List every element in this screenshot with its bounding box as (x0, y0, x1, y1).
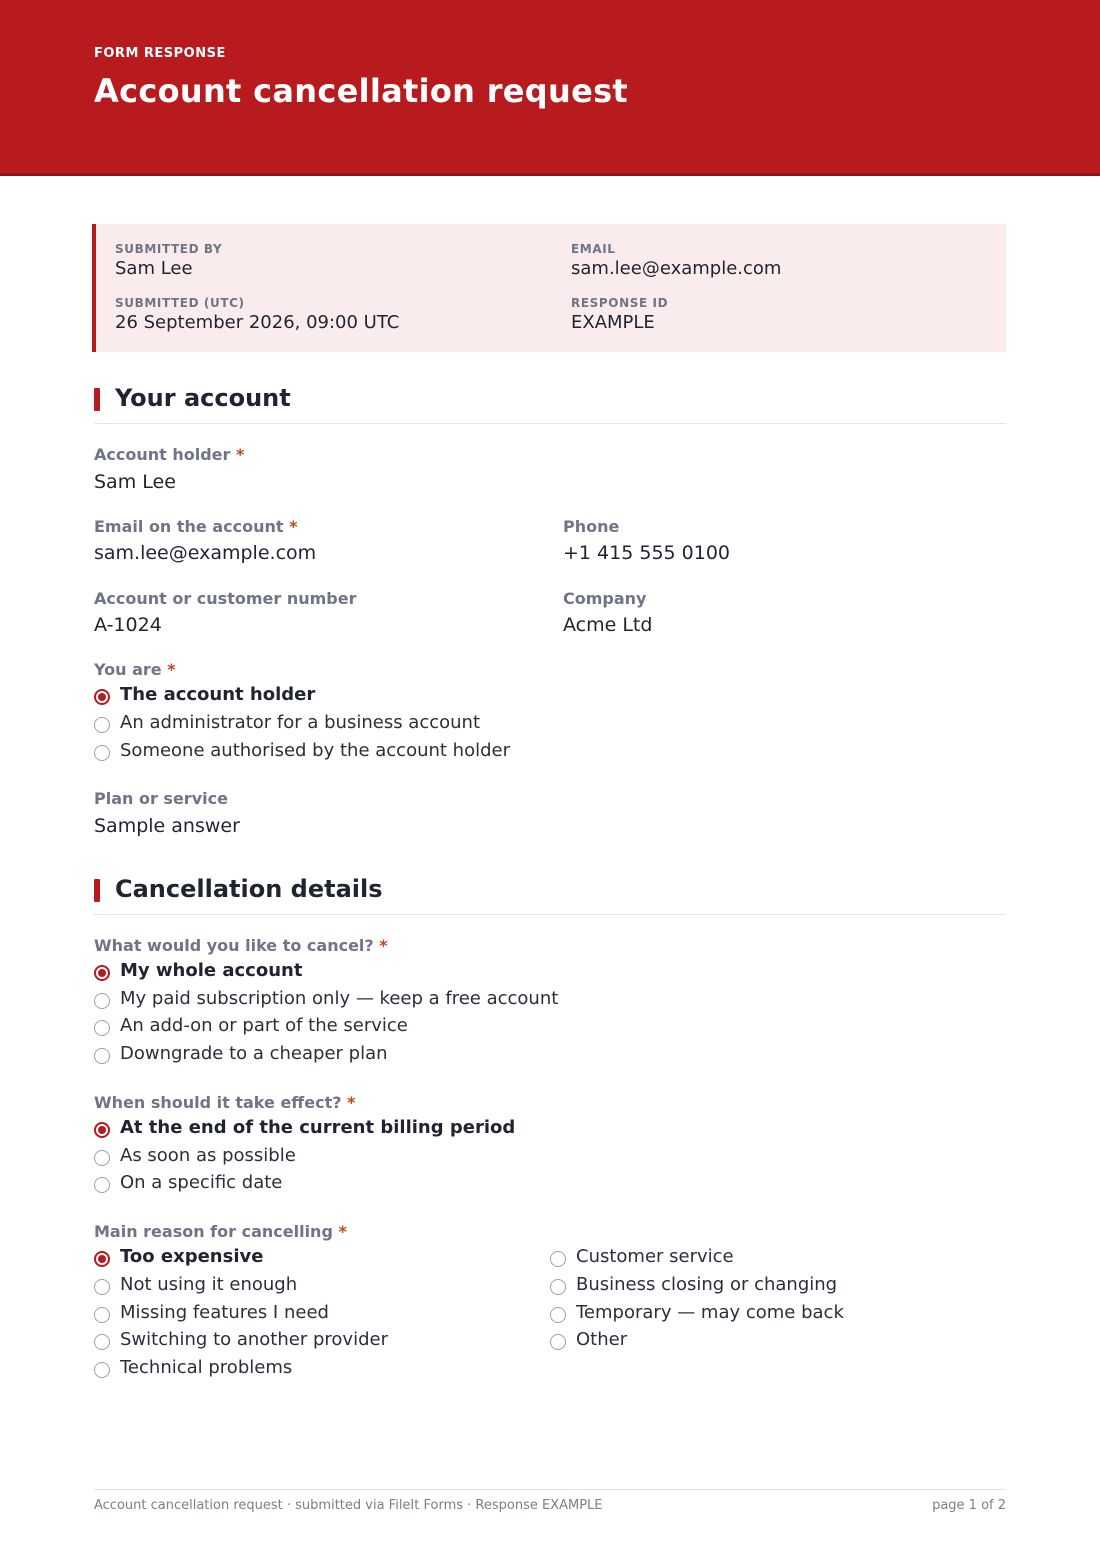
field-value-plan: Sample answer (94, 815, 240, 837)
radio-selected-icon[interactable] (94, 1251, 110, 1267)
field-label-account-holder: Account holder * (94, 445, 245, 464)
radio-empty-icon[interactable] (94, 1362, 110, 1378)
section-accent-bar (94, 388, 100, 411)
footer-divider (94, 1489, 1006, 1490)
radio-empty-icon[interactable] (94, 1307, 110, 1323)
field-label-plan: Plan or service (94, 789, 228, 808)
radio-empty-icon[interactable] (94, 1334, 110, 1350)
radio-option-label: Too expensive (120, 1246, 264, 1267)
radio-option-label: At the end of the current billing period (120, 1117, 516, 1138)
radio-empty-icon[interactable] (94, 1177, 110, 1193)
radio-option-label: Temporary — may come back (576, 1302, 844, 1323)
required-mark: * (347, 1093, 356, 1112)
radio-selected-icon[interactable] (94, 965, 110, 981)
radio-option-label: Switching to another provider (120, 1329, 388, 1350)
submitted-utc-value: 26 September 2026, 09:00 UTC (115, 312, 400, 333)
field-value-phone: +1 415 555 0100 (563, 542, 731, 564)
section-title: Your account (115, 384, 291, 412)
radio-option-label: On a specific date (120, 1172, 283, 1193)
field-label-what-to-cancel: What would you like to cancel? * (94, 936, 388, 955)
radio-option-label: Business closing or changing (576, 1274, 838, 1295)
field-label-account-number: Account or customer number (94, 589, 357, 608)
radio-empty-icon[interactable] (94, 1279, 110, 1295)
page-title: Account cancellation request (94, 72, 629, 110)
field-value-account-holder: Sam Lee (94, 471, 176, 493)
submitted-by-value: Sam Lee (115, 258, 193, 279)
radio-option-label: As soon as possible (120, 1145, 296, 1166)
radio-option-label: Not using it enough (120, 1274, 298, 1295)
field-label-company: Company (563, 589, 647, 608)
radio-option-label: An add-on or part of the service (120, 1015, 408, 1036)
required-mark: * (379, 936, 388, 955)
required-mark: * (167, 660, 176, 679)
radio-option-label: My paid subscription only — keep a free account (120, 988, 559, 1009)
radio-option-label: Technical problems (120, 1357, 293, 1378)
radio-empty-icon[interactable] (550, 1279, 566, 1295)
radio-empty-icon[interactable] (94, 717, 110, 733)
submitted-by-label: SUBMITTED BY (115, 242, 223, 256)
radio-selected-icon[interactable] (94, 689, 110, 705)
field-label-when-effective: When should it take effect? * (94, 1093, 356, 1112)
radio-option-label: Customer service (576, 1246, 734, 1267)
footer-text: Account cancellation request · submitted via FileIt Forms · Response EXAMPLE (94, 1498, 603, 1513)
radio-empty-icon[interactable] (94, 1048, 110, 1064)
page-number: page 1 of 2 (932, 1498, 1006, 1513)
radio-empty-icon[interactable] (94, 993, 110, 1009)
required-mark: * (289, 517, 298, 536)
radio-empty-icon[interactable] (94, 1020, 110, 1036)
radio-option-label: The account holder (120, 684, 316, 705)
response-id-value: EXAMPLE (571, 312, 655, 333)
email-value: sam.lee@example.com (571, 258, 782, 279)
field-value-account-number: A-1024 (94, 614, 162, 636)
field-value-account-email: sam.lee@example.com (94, 542, 317, 564)
section-cancellation-details (94, 875, 1006, 915)
radio-option-label: My whole account (120, 960, 303, 981)
radio-empty-icon[interactable] (94, 745, 110, 761)
section-title: Cancellation details (115, 875, 383, 903)
section-your-account (94, 384, 1006, 424)
field-label-reason: Main reason for cancelling * (94, 1222, 347, 1241)
response-id-label: RESPONSE ID (571, 296, 669, 310)
required-mark: * (338, 1222, 347, 1241)
radio-option-label: Someone authorised by the account holder (120, 740, 510, 761)
radio-option-label: Missing features I need (120, 1302, 329, 1323)
radio-empty-icon[interactable] (550, 1307, 566, 1323)
field-label-account-email: Email on the account * (94, 517, 298, 536)
section-accent-bar (94, 879, 100, 902)
email-label: EMAIL (571, 242, 616, 256)
radio-option-label: Other (576, 1329, 628, 1350)
field-label-phone: Phone (563, 517, 620, 536)
submitted-utc-label: SUBMITTED (UTC) (115, 296, 245, 310)
submission-meta (92, 224, 1006, 352)
radio-empty-icon[interactable] (94, 1150, 110, 1166)
radio-selected-icon[interactable] (94, 1122, 110, 1138)
required-mark: * (235, 445, 245, 464)
field-label-you-are: You are * (94, 660, 176, 679)
header-eyebrow: FORM RESPONSE (94, 46, 226, 61)
radio-empty-icon[interactable] (550, 1251, 566, 1267)
radio-option-label: An administrator for a business account (120, 712, 481, 733)
radio-empty-icon[interactable] (550, 1334, 566, 1350)
radio-option-label: Downgrade to a cheaper plan (120, 1043, 388, 1064)
page-header (0, 0, 1100, 176)
field-value-company: Acme Ltd (563, 614, 653, 636)
